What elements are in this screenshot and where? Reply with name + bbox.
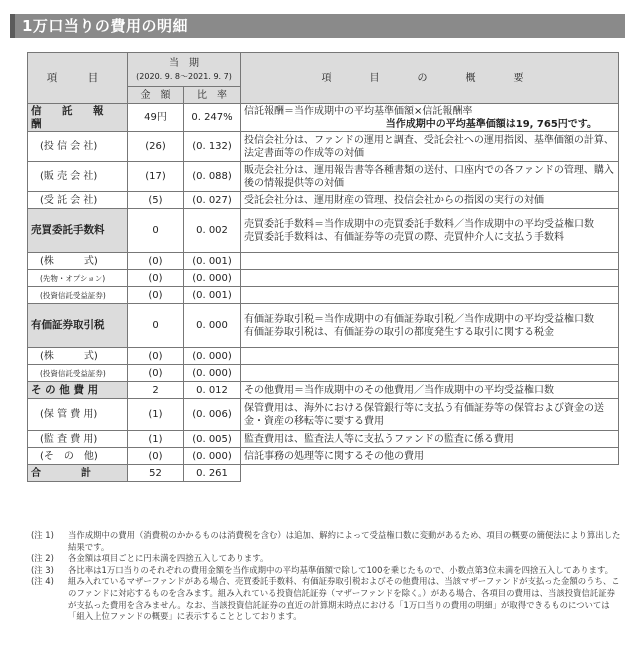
row-description: 保管費用は、海外における保管銀行等に支払う有価証券等の保管および資金の送金・資産の移転等に要する費用: [241, 399, 619, 431]
row-label: (投資信託受益証券): [28, 287, 128, 304]
row-description-empty: [241, 348, 619, 365]
header-period-label: 当 期: [169, 57, 199, 69]
page-title-bar: [10, 14, 625, 38]
row-description-line: 有価証券取引税＝当作成期中の有価証券取引税／当作成期中の平均受益権口数: [244, 313, 595, 325]
table-row: [28, 192, 619, 209]
row-ratio: 0. 247%: [184, 104, 241, 132]
table-row: [28, 365, 619, 382]
row-label: (先物・オプション): [28, 270, 128, 287]
table-row: [28, 132, 619, 162]
table-row: [28, 209, 619, 253]
table-row: [28, 382, 619, 399]
row-ratio: 0. 000: [184, 304, 241, 348]
row-description: その他費用＝当作成期中のその他費用／当作成期中の平均受益権口数: [241, 382, 619, 399]
row-amount: (0): [128, 348, 184, 365]
row-label: 有価証券取引税: [28, 304, 128, 348]
row-label: 合 計: [28, 465, 128, 482]
row-amount: (26): [128, 132, 184, 162]
row-description: 監査費用は、監査法人等に支払うファンドの監査に係る費用: [241, 431, 619, 448]
row-ratio: (0. 088): [184, 162, 241, 192]
row-ratio: (0. 001): [184, 287, 241, 304]
row-ratio: (0. 000): [184, 448, 241, 465]
row-ratio: (0. 005): [184, 431, 241, 448]
row-label: (株 式): [28, 348, 128, 365]
header-ratio: 比 率: [184, 87, 241, 104]
row-ratio: (0. 006): [184, 399, 241, 431]
row-amount: (1): [128, 431, 184, 448]
row-amount: (17): [128, 162, 184, 192]
row-amount: 0: [128, 304, 184, 348]
row-amount: (0): [128, 253, 184, 270]
table-row: [28, 304, 619, 348]
row-label: (投資信託受益証券): [28, 365, 128, 382]
row-amount: 49円: [128, 104, 184, 132]
row-amount: (5): [128, 192, 184, 209]
table-row: [28, 448, 619, 465]
table-row: [28, 162, 619, 192]
row-description: [241, 104, 619, 132]
row-ratio: (0. 027): [184, 192, 241, 209]
row-description-line: 売買委託手数料＝当作成期中の売買委託手数料／当作成期中の平均受益権口数: [244, 218, 595, 230]
row-label: 売買委託手数料: [28, 209, 128, 253]
footnote-text: 各比率は1万口当りのそれぞれの費用金額を当作成期中の平均基準価額で除して100を乗じたもので、小数点第3位未満を四捨五入してあります。: [68, 564, 614, 575]
table-row-total: [28, 465, 619, 482]
footnote-label: (注 1): [31, 530, 54, 540]
footnote-label: (注 2): [31, 553, 54, 564]
footnotes: [31, 530, 621, 623]
row-ratio: 0. 012: [184, 382, 241, 399]
row-description-emphasis: 当作成期中の平均基準価額は19, 765円です。: [385, 118, 598, 130]
header-period: [128, 53, 241, 87]
row-amount: (0): [128, 448, 184, 465]
header-item: 項 目: [28, 53, 128, 104]
footnote-text: 各金額は項目ごとに円未満を四捨五入してあります。: [68, 553, 269, 564]
header-period-range: (2020. 9. 8～2021. 9. 7): [136, 71, 232, 81]
row-label: (そ の 他): [28, 448, 128, 465]
row-description-empty: [241, 287, 619, 304]
row-label: (販 売 会 社): [28, 162, 128, 192]
footnote-label: (注 3): [31, 564, 54, 575]
row-description: 投信会社分は、ファンドの運用と調査、受託会社への運用指図、基準価額の計算、法定書面等の作成等の対価: [241, 132, 619, 162]
row-amount: 52: [128, 465, 184, 482]
row-description-empty: [241, 270, 619, 287]
row-description: [241, 304, 619, 348]
expense-table: [27, 52, 619, 482]
row-ratio: 0. 261: [184, 465, 241, 482]
footnote: [31, 576, 621, 622]
table-row: [28, 348, 619, 365]
row-description: 受託会社分は、運用財産の管理、投信会社からの指図の実行の対価: [241, 192, 619, 209]
row-label: (監 査 費 用): [28, 431, 128, 448]
row-label: 信 託 報 酬: [28, 104, 128, 132]
footnote-text: 当作成期中の費用（消費税のかかるものは消費税を含む）は追加、解約によって受益権口数に変動があるため、項目の概要の簡便法により算出した結果です。: [68, 530, 621, 552]
footnote: [31, 553, 621, 565]
row-ratio: (0. 000): [184, 365, 241, 382]
row-description-empty: [241, 365, 619, 382]
table-row: [28, 287, 619, 304]
table-row: [28, 270, 619, 287]
footnote: [31, 565, 621, 577]
table-row: [28, 399, 619, 431]
header-overview: 項 目 の 概 要: [241, 53, 619, 104]
row-amount: (0): [128, 287, 184, 304]
footnote-text: 組み入れているマザーファンドがある場合、売買委託手数料、有価証券取引税およびその他費用は、当該マザーファンドが支払った金額のうち、このファンドに対応するものを含みます。組み入れている投資信託証券（マザーファンドを除く。）がある場合、各項目の費用は、当該投資信託証券が支払った費用を含みません。なお、当該投資信託証券の直近の計算期末時点における「1万口当りの費用の明細」が取得できるものについては「組入上位ファンドの概要」に表示することとしております。: [68, 576, 620, 622]
row-label: (保 管 費 用): [28, 399, 128, 431]
row-description-line: 信託報酬＝当作成期中の平均基準価額×信託報酬率: [244, 105, 473, 117]
row-amount: 0: [128, 209, 184, 253]
row-ratio: (0. 000): [184, 348, 241, 365]
row-label: (投 信 会 社): [28, 132, 128, 162]
row-label: (株 式): [28, 253, 128, 270]
row-description-empty: [241, 253, 619, 270]
row-ratio: (0. 132): [184, 132, 241, 162]
table-row: [28, 431, 619, 448]
row-label: そ の 他 費 用: [28, 382, 128, 399]
row-amount: (0): [128, 365, 184, 382]
page-title: 1万口当りの費用の明細: [22, 17, 188, 35]
row-description: 信託事務の処理等に関するその他の費用: [241, 448, 619, 465]
row-description: 販売会社分は、運用報告書等各種書類の送付、口座内での各ファンドの管理、購入後の情報提供等の対価: [241, 162, 619, 192]
row-description-line: 売買委託手数料は、有価証券等の売買の際、売買仲介人に支払う手数料: [244, 231, 565, 243]
row-description: [241, 209, 619, 253]
row-ratio: (0. 001): [184, 253, 241, 270]
table-row: [28, 104, 619, 132]
row-amount: (0): [128, 270, 184, 287]
footnote-label: (注 4): [31, 576, 54, 587]
row-amount: 2: [128, 382, 184, 399]
table-row: [28, 253, 619, 270]
row-description-empty: [241, 465, 619, 482]
row-label: (受 託 会 社): [28, 192, 128, 209]
row-description-line: 有価証券取引税は、有価証券の取引の都度発生する取引に関する税金: [244, 326, 555, 338]
row-amount: (1): [128, 399, 184, 431]
row-ratio: 0. 002: [184, 209, 241, 253]
row-ratio: (0. 000): [184, 270, 241, 287]
footnote: [31, 530, 621, 553]
header-amount: 金 額: [128, 87, 184, 104]
